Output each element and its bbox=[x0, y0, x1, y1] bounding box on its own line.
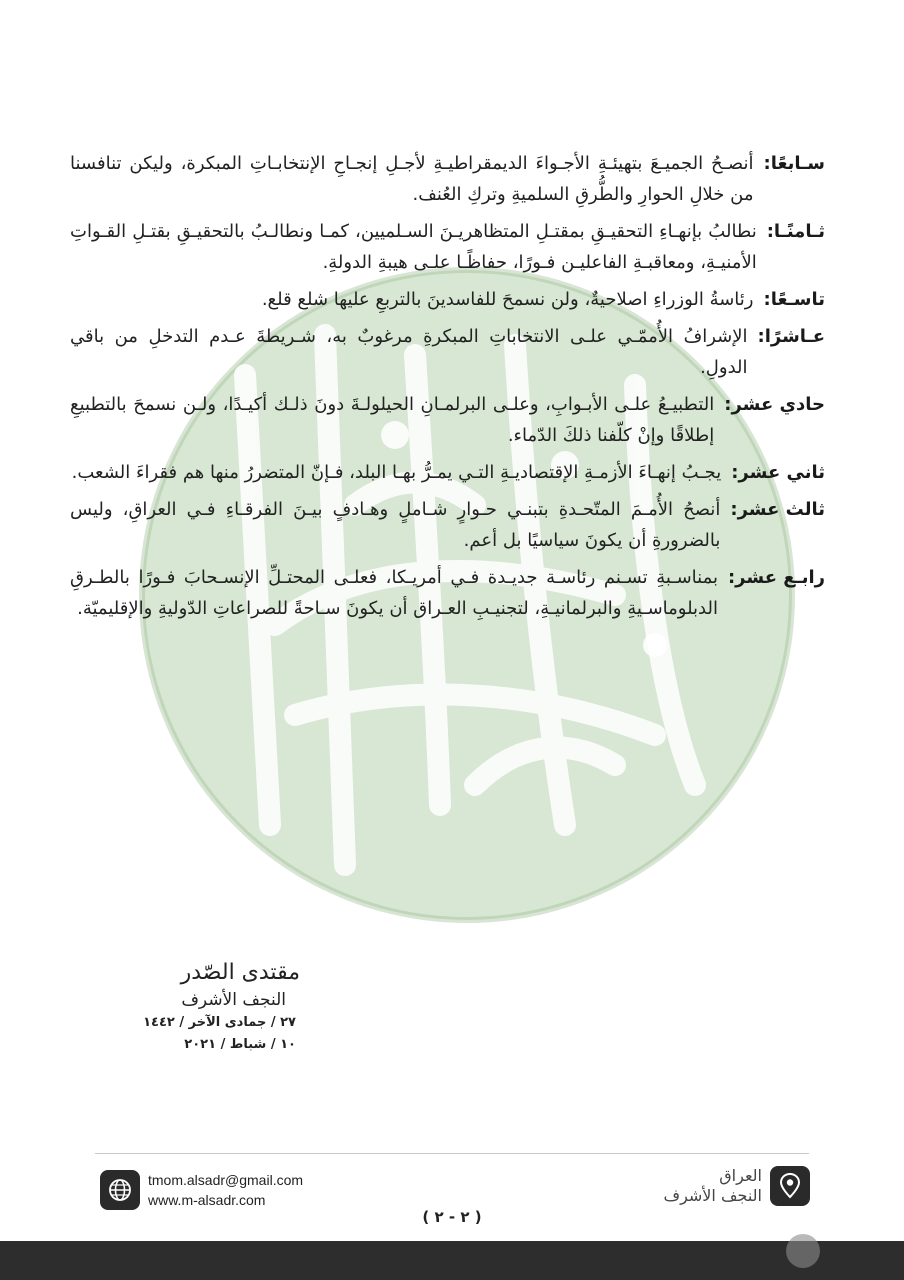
footer-city: النجف الأشرف bbox=[663, 1186, 762, 1205]
item-label: حادي عشر: bbox=[724, 394, 825, 415]
bottom-bar bbox=[0, 1241, 904, 1280]
footer-contacts-block bbox=[100, 1170, 303, 1210]
list-item bbox=[70, 148, 825, 210]
item-text: أنصحُ الأُمـمَ المتّحـدةِ بتبنـي حـوارٍ شـاملٍ وهـادفٍ بيـنَ الفرقـاءِ فـي العراقِ، وليس بالضرورةِ أن يكونَ سياسيًا بل أعم. bbox=[70, 499, 721, 551]
email-link[interactable]: tmom.alsadr@gmail.com bbox=[148, 1172, 304, 1188]
recommendations-list bbox=[70, 148, 825, 630]
page-number: ( ٢ - ٢ ) bbox=[422, 1208, 482, 1226]
item-label: سـابعًا: bbox=[763, 153, 825, 174]
list-item bbox=[70, 321, 825, 383]
signature-place: النجف الأشرف bbox=[181, 990, 286, 1010]
footer-location-block bbox=[663, 1166, 810, 1206]
footer-country: العراق bbox=[719, 1166, 762, 1185]
item-label: ثـامنًـا: bbox=[766, 221, 825, 242]
location-pin-icon bbox=[770, 1166, 810, 1206]
item-label: ثاني عشر: bbox=[731, 462, 825, 483]
item-label: ثالث عشر: bbox=[730, 499, 825, 520]
list-item bbox=[70, 284, 825, 315]
date-hijri: ٢٧ / جمادى الآخر / ١٤٤٢ bbox=[143, 1015, 296, 1030]
list-item bbox=[70, 562, 825, 624]
website-link[interactable]: www.m-alsadr.com bbox=[148, 1192, 266, 1208]
item-text: الإشرافُ الأُممّـي علـى الانتخاباتِ المبكرةِ مرغوبٌ به، شـريطةَ عـدم التدخلِ من باقي الدولِ. bbox=[70, 326, 748, 378]
item-label: تاسـعًا: bbox=[763, 289, 825, 310]
list-item bbox=[70, 216, 825, 278]
corner-logo-icon bbox=[786, 1234, 820, 1268]
item-text: التطبيـعُ علـى الأبـوابِ، وعلـى البرلمـانِ الحيلولـةَ دونَ ذلـك أكيـدًا، ولـن نسمحَ بالتطبيعِ إطلاقًا وإنْ كلّفنا ذلكَ الدّماء. bbox=[70, 394, 715, 446]
signature-name: مقتدى الصّدر bbox=[180, 960, 300, 985]
list-item bbox=[70, 494, 825, 556]
item-label: رابـع عشر: bbox=[727, 567, 825, 588]
item-text: يجـبُ إنهـاءَ الأزمـةِ الإقتصاديـةِ التـي يمـرُّ بهـا البلد، فـإنّ المتضررُ منها هم فقراءَ الشعب. bbox=[71, 462, 722, 483]
list-item bbox=[70, 389, 825, 451]
item-text: أنصـحُ الجميـعَ بتهيئـةِ الأجـواءَ الديمقراطيـةِ لأجـلِ إنجـاحِ الإنتخابـاتِ المبكرة، وليكن تنافسنا من خلالِ الحوارِ والطُّرقِ السلميةِ وتركِ العُنف. bbox=[70, 153, 754, 205]
date-gregorian: ١٠ / شباط / ٢٠٢١ bbox=[184, 1037, 296, 1052]
list-item bbox=[70, 457, 825, 488]
item-text: بمناسـبةِ تسـنم رئاسـة جديـدة فـي أمريـكا، فعلـى المحتـلِّ الإنسـحابَ فـورًا بالطـرقِ الدبلوماسـيةِ والبرلمانيـةِ، لتجنيـبِ العـراق أن يكونَ سـاحةً للصراعاتِ الدّوليةِ والإقليميّة. bbox=[70, 567, 718, 619]
item-text: رئاسةُ الوزراءِ اصلاحيةٌ، ولن نسمحَ للفاسدينَ بالتربعِ عليها شلع قلع. bbox=[261, 289, 754, 310]
globe-icon bbox=[100, 1170, 140, 1210]
item-text: نطالبُ بإنهـاءِ التحقيـقِ بمقتـلِ المتظاهريـنَ السـلميين، كمـا ونطالـبُ بالتحقيـقِ بقتـلِ القـواتِ الأمنيـةِ، ومعاقبـةِ الفاعليـن فـورًا، حفاظًـا علـى هيبةِ الدولةِ. bbox=[70, 221, 757, 273]
signature-block bbox=[140, 958, 300, 1056]
footer-divider bbox=[95, 1153, 809, 1154]
item-label: عـاشرًا: bbox=[757, 326, 825, 347]
